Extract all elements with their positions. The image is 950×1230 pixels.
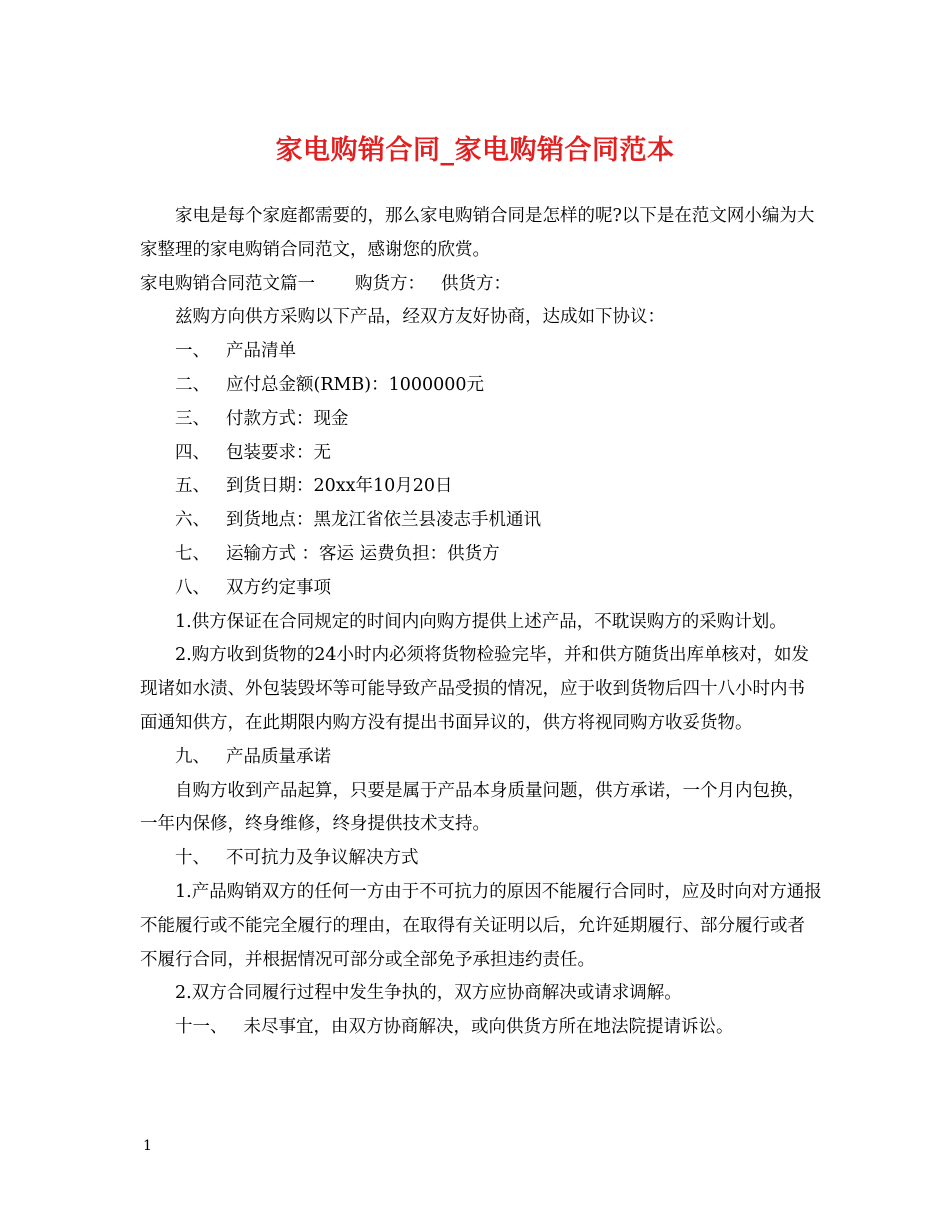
clause-number: 六、 <box>175 510 210 531</box>
clause-9-body: 自购方收到产品起算，只要是属于产品本身质量问题，供方承诺，一个月内包换，一年内保修，终身维修，终身提供技术支持。 <box>140 780 805 835</box>
clause-9 <box>140 741 822 775</box>
clause-number: 十一、 <box>175 1017 228 1038</box>
clause-2 <box>140 369 822 403</box>
clause-text: 不可抗力及争议解决方式 <box>226 848 419 869</box>
clause-3 <box>140 403 822 437</box>
clause-1 <box>140 335 822 369</box>
clause-number: 二、 <box>175 374 210 395</box>
document-body <box>140 200 822 1045</box>
clause-text: 应付总金额(RMB)：1000000元 <box>226 374 485 395</box>
clause-number: 五、 <box>175 476 210 497</box>
clause-number: 三、 <box>175 408 210 429</box>
clause-text: 运输方式 ：客运 运费负担：供货方 <box>226 543 500 564</box>
clause-11 <box>140 1011 822 1045</box>
buyer-label: 购货方： <box>355 273 425 294</box>
clause-text: 付款方式：现金 <box>226 408 349 429</box>
supplier-label: 供货方： <box>441 273 511 294</box>
section-heading-line <box>140 268 822 302</box>
clause-number: 一、 <box>175 341 210 362</box>
clause-number: 十、 <box>175 848 210 869</box>
clause-text: 未尽事宜，由双方协商解决，或向供货方所在地法院提请诉讼。 <box>243 1017 734 1038</box>
clause-text: 产品质量承诺 <box>226 746 331 767</box>
item-10-2: 2.双方合同履行过程中发生争执的，双方应协商解决或请求调解。 <box>175 983 682 1004</box>
clause-number: 八、 <box>175 577 210 598</box>
page-number: 1 <box>143 1138 152 1154</box>
clause-10 <box>140 842 822 876</box>
clause-text: 产品清单 <box>226 341 296 362</box>
item-8-2: 2.购方收到货物的24小时内必须将货物检验完毕，并和供方随货出库单核对，如发现诸如水渍、外包装毁坏等可能导致产品受损的情况，应于收到货物后四十八小时内书面通知供方，在此期限内购方没有提出书面异议的，供方将视同购方收妥货物。 <box>140 645 809 733</box>
clause-number: 九、 <box>175 746 210 767</box>
clause-7 <box>140 538 822 572</box>
document-title: 家电购销合同_家电购销合同范本 <box>275 135 675 166</box>
clause-6 <box>140 504 822 538</box>
clause-number: 四、 <box>175 442 210 463</box>
clause-8 <box>140 572 822 606</box>
intro-paragraph: 家电是每个家庭都需要的，那么家电购销合同是怎样的呢?以下是在范文网小编为大家整理的家电购销合同范文，感谢您的欣赏。 <box>140 206 815 260</box>
item-8-1: 1.供方保证在合同规定的时间内向购方提供上述产品，不耽误购方的采购计划。 <box>175 611 787 632</box>
clause-text: 到货地点：黑龙江省依兰县凌志手机通讯 <box>226 510 541 531</box>
preamble-paragraph: 兹购方向供方采购以下产品，经双方友好协商，达成如下协议： <box>175 307 665 328</box>
clause-text: 双方约定事项 <box>226 577 331 598</box>
section-heading: 家电购销合同范文篇一 <box>140 273 315 294</box>
clause-number: 七、 <box>175 543 210 564</box>
clause-4 <box>140 437 822 471</box>
clause-5 <box>140 470 822 504</box>
clause-text: 到货日期：20xx年10月20日 <box>226 476 453 497</box>
item-10-1: 1.产品购销双方的任何一方由于不可抗力的原因不能履行合同时，应及时向对方通报不能履行或不能完全履行的理由，在取得有关证明以后，允许延期履行、部分履行或者不履行合同，并根据情况可部分或全部免予承担违约责任。 <box>140 881 822 970</box>
clause-text: 包装要求：无 <box>226 442 331 463</box>
